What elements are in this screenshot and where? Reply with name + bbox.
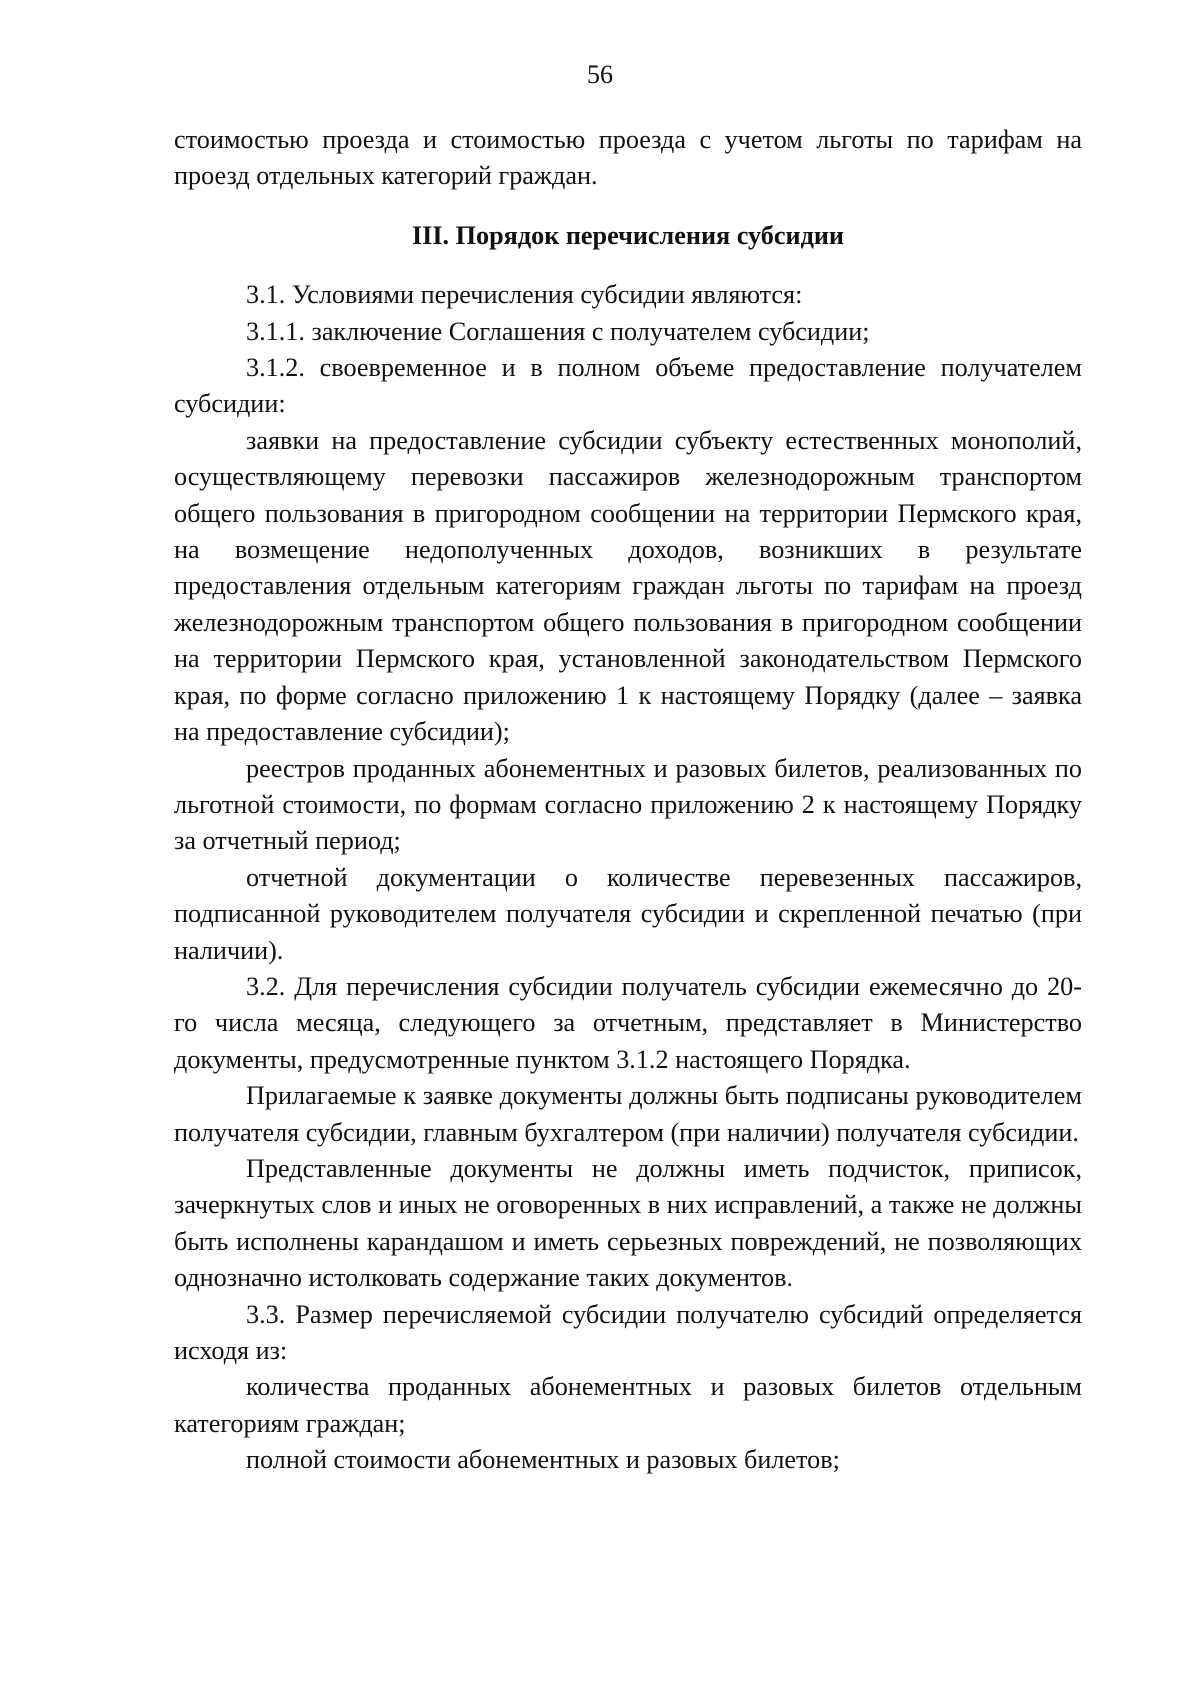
paragraph-reporting: отчетной документации о количестве перевезенных пассажиров, подписанной руководителем получателя субсидии и скрепленной печатью (при наличии). bbox=[174, 862, 1082, 965]
paragraph-registers: реестров проданных абонементных и разовых билетов, реализованных по льготной стоимости, по формам согласно приложению 2 к настоящему Порядку за отчетный период; bbox=[174, 753, 1082, 856]
paragraph-application: заявки на предоставление субсидии субъекту естественных монополий, осуществляющему перевозки пассажиров железнодорожным транспортом общего пользования в пригородном сообщении на территории Пермского края, на возмещение недополученных доходов, возникших в результате предоставления отдельным категориям граждан льготы по тарифам на проезд железнодорожным транспортом общего пользования в пригородном сообщении на территории Пермского края, установленной законодательством Пермского края, по форме согласно приложению 1 к настоящему Порядку (далее – заявка на предоставление субсидии); bbox=[174, 425, 1082, 747]
paragraph-continuation: стоимостью проезда и стоимостью проезда с учетом льготы по тарифам на проезд отдельных категорий граждан. bbox=[174, 125, 1082, 191]
paragraph-3-1-1: 3.1.1. заключение Соглашения с получателем субсидии; bbox=[246, 316, 870, 346]
paragraph-3-1: 3.1. Условиями перечисления субсидии являются: bbox=[246, 280, 803, 310]
paragraph-document-requirements: Представленные документы не должны иметь подчисток, приписок, зачеркнутых слов и иных не оговоренных в них исправлений, а также не должны быть исполнены карандашом и иметь серьезных повреждений, не позволяющих однозначно истолковать содержание таких документов. bbox=[174, 1153, 1082, 1293]
paragraph-attached-documents: Прилагаемые к заявке документы должны быть подписаны руководителем получателя субсидии, главным бухгалтером (при наличии) получателя субсидии. bbox=[174, 1081, 1082, 1147]
section-heading: III. Порядок перечисления субсидии bbox=[411, 220, 845, 250]
paragraph-ticket-quantity: количества проданных абонементных и разовых билетов отдельным категориям граждан; bbox=[174, 1372, 1082, 1438]
paragraph-3-1-2: 3.1.2. своевременное и в полном объеме предоставление получателем субсидии: bbox=[174, 353, 1082, 419]
document-body bbox=[174, 122, 1082, 1479]
paragraph-ticket-cost: полной стоимости абонементных и разовых билетов; bbox=[246, 1445, 840, 1475]
paragraph-3-2: 3.2. Для перечисления субсидии получатель субсидии ежемесячно до 20-го числа месяца, следующего за отчетным, представляет в Министерство документы, предусмотренные пунктом 3.1.2 настоящего Порядка. bbox=[174, 971, 1082, 1074]
paragraph-3-3: 3.3. Размер перечисляемой субсидии получателю субсидий определяется исходя из: bbox=[174, 1299, 1082, 1365]
page-number: 56 bbox=[587, 60, 613, 89]
